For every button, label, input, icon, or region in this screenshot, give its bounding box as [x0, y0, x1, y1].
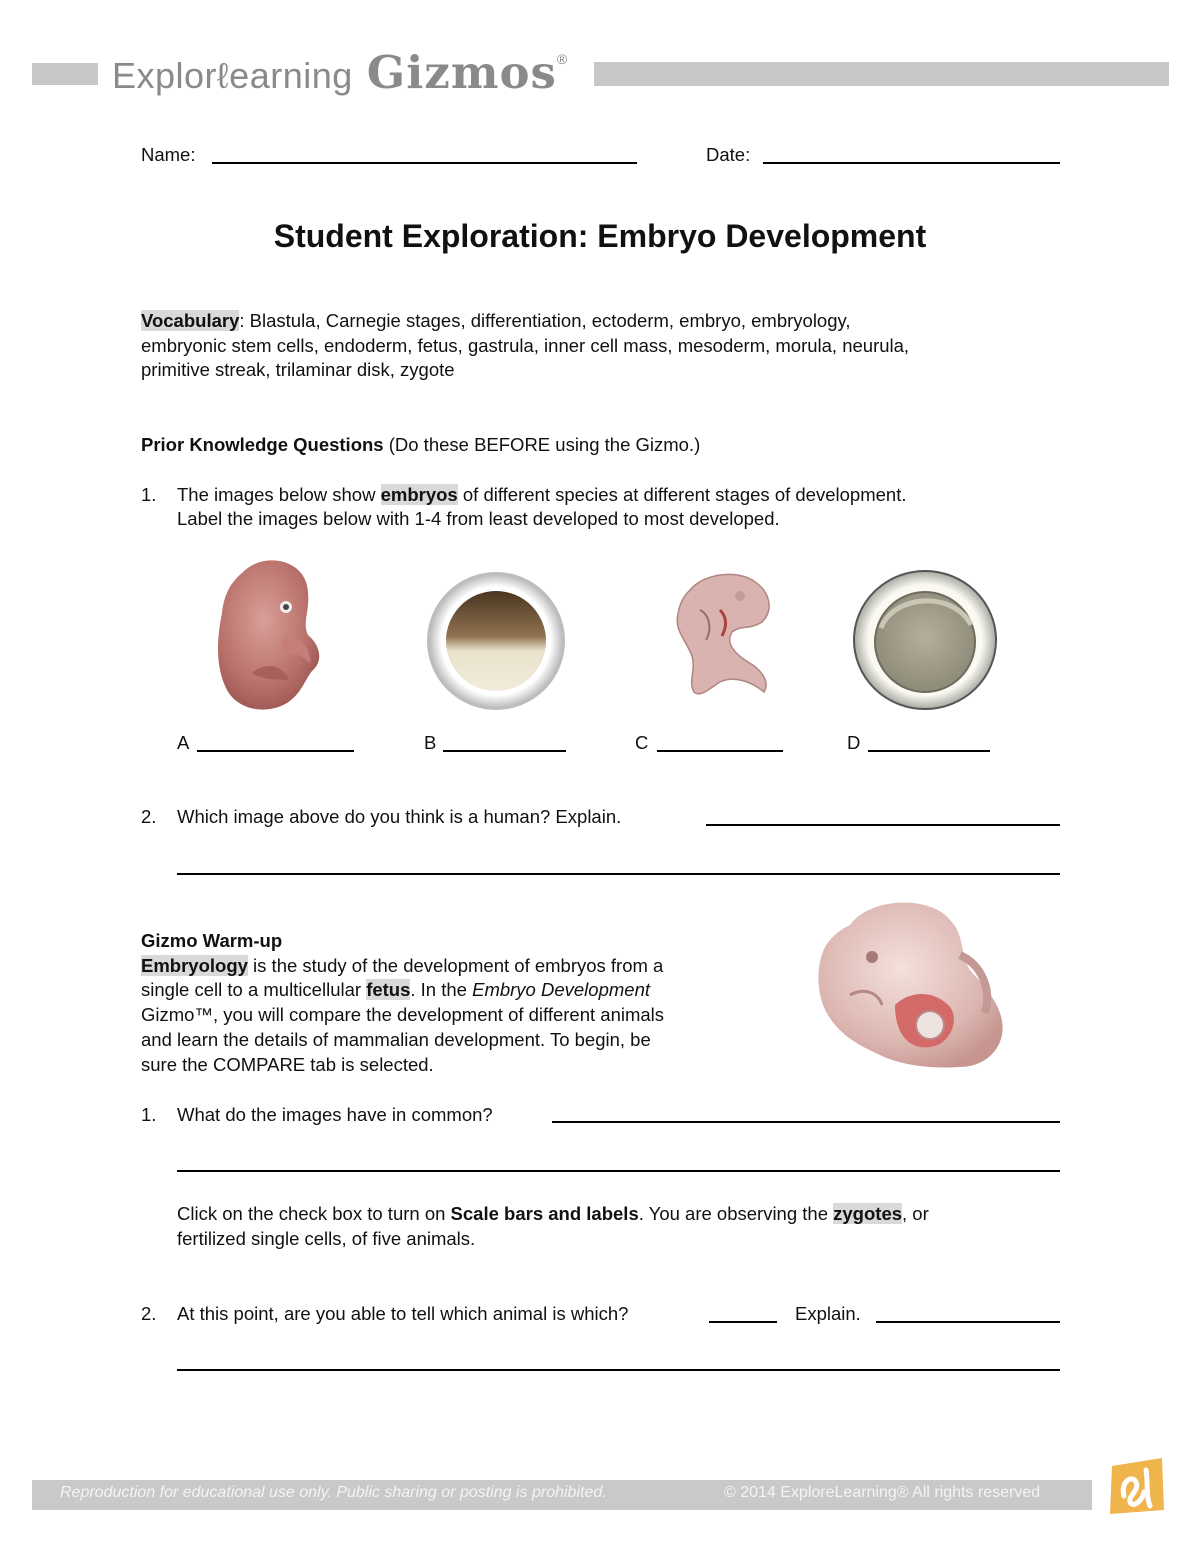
name-field[interactable] — [212, 162, 637, 164]
label-a: A — [177, 732, 190, 753]
warmup-q2-explain-line-1[interactable] — [876, 1321, 1060, 1323]
brand-explorelearning: Explorℓearning — [112, 55, 353, 96]
warmup-q2-short-answer[interactable] — [709, 1321, 777, 1323]
prior-knowledge-heading: Prior Knowledge Questions (Do these BEFORE using the Gizmo.) — [141, 434, 701, 455]
warmup-para-line-5: sure the COMPARE tab is selected. — [141, 1054, 434, 1075]
vocabulary-line-1: Vocabulary: Blastula, Carnegie stages, differentiation, ectoderm, embryo, embryology, — [141, 310, 851, 331]
warmup-heading: Gizmo Warm-up — [141, 930, 283, 951]
name-label: Name: — [141, 144, 196, 165]
prior-q2-number: 2. — [141, 806, 157, 827]
label-a-field[interactable] — [197, 750, 354, 752]
scale-bars-label: Scale bars and labels — [450, 1203, 639, 1224]
vocabulary-line-2: embryonic stem cells, endoderm, fetus, gastrula, inner cell mass, mesoderm, morula, neurula, — [141, 335, 910, 356]
warmup-para-line-3: Gizmo™, you will compare the development of different animals — [141, 1004, 665, 1025]
vocabulary-label: Vocabulary — [141, 310, 240, 331]
term-embryology: Embryology — [141, 955, 248, 976]
header-bar-right — [594, 62, 1169, 86]
term-embryos: embryos — [380, 484, 458, 505]
vocabulary-line-3: primitive streak, trilaminar disk, zygote — [141, 359, 455, 380]
footer-copyright: © 2014 ExploreLearning® All rights reserved — [724, 1484, 1041, 1501]
term-zygotes: zygotes — [833, 1203, 903, 1224]
embryo-image-a — [212, 553, 332, 715]
label-c-field[interactable] — [657, 750, 783, 752]
label-d: D — [847, 732, 861, 753]
embryo-image-c — [670, 570, 780, 700]
warmup-q1-answer-line-1[interactable] — [552, 1121, 1060, 1123]
warmup-q2-number: 2. — [141, 1303, 157, 1324]
label-c: C — [635, 732, 649, 753]
label-b-field[interactable] — [443, 750, 566, 752]
prior-q2-answer-line-2[interactable] — [177, 873, 1060, 875]
prior-q1-text: The images below show embryos of different species at different stages of development. — [177, 484, 907, 505]
warmup-q1-number: 1. — [141, 1104, 157, 1125]
warmup-q2-explain-line-2[interactable] — [177, 1369, 1060, 1371]
header-bar-left — [32, 63, 98, 85]
term-fetus: fetus — [366, 979, 411, 1000]
label-d-field[interactable] — [868, 750, 990, 752]
warmup-para-line-4: and learn the details of mammalian development. To begin, be — [141, 1029, 651, 1050]
footer-notice: Reproduction for educational use only. Public sharing or posting is prohibited. — [60, 1484, 607, 1501]
embryo-warmup-image — [810, 895, 1010, 1073]
brand-gizmos: Gizmos — [366, 46, 557, 99]
header-brand — [112, 46, 567, 102]
instruction-line-2: fertilized single cells, of five animals. — [177, 1228, 476, 1249]
label-b: B — [424, 732, 437, 753]
instruction-line-1: Click on the check box to turn on Scale bars and labels. You are observing the zygotes, or — [177, 1203, 929, 1224]
prior-q1-number: 1. — [141, 484, 157, 505]
prior-q2-answer-line-1[interactable] — [706, 824, 1060, 826]
date-label: Date: — [706, 144, 751, 165]
brand-registered: ® — [556, 51, 568, 67]
page-title: Student Exploration: Embryo Development — [273, 218, 927, 254]
warmup-q2-text: At this point, are you able to tell which animal is which? — [177, 1303, 629, 1324]
date-field[interactable] — [763, 162, 1060, 164]
embryo-image-d — [853, 570, 997, 710]
warmup-q1-text: What do the images have in common? — [177, 1104, 493, 1125]
warmup-para-line-1: Embryology is the study of the development of embryos from a — [141, 955, 664, 976]
prior-q2-text: Which image above do you think is a human? Explain. — [177, 806, 622, 827]
embryo-image-b — [427, 572, 565, 710]
warmup-q1-answer-line-2[interactable] — [177, 1170, 1060, 1172]
el-logo-icon — [1102, 1452, 1168, 1518]
warmup-para-line-2: single cell to a multicellular fetus. In the Embryo Development — [141, 979, 650, 1000]
warmup-q2-explain-label: Explain. — [795, 1303, 861, 1324]
prior-q1-line-2: Label the images below with 1-4 from least developed to most developed. — [177, 508, 780, 529]
